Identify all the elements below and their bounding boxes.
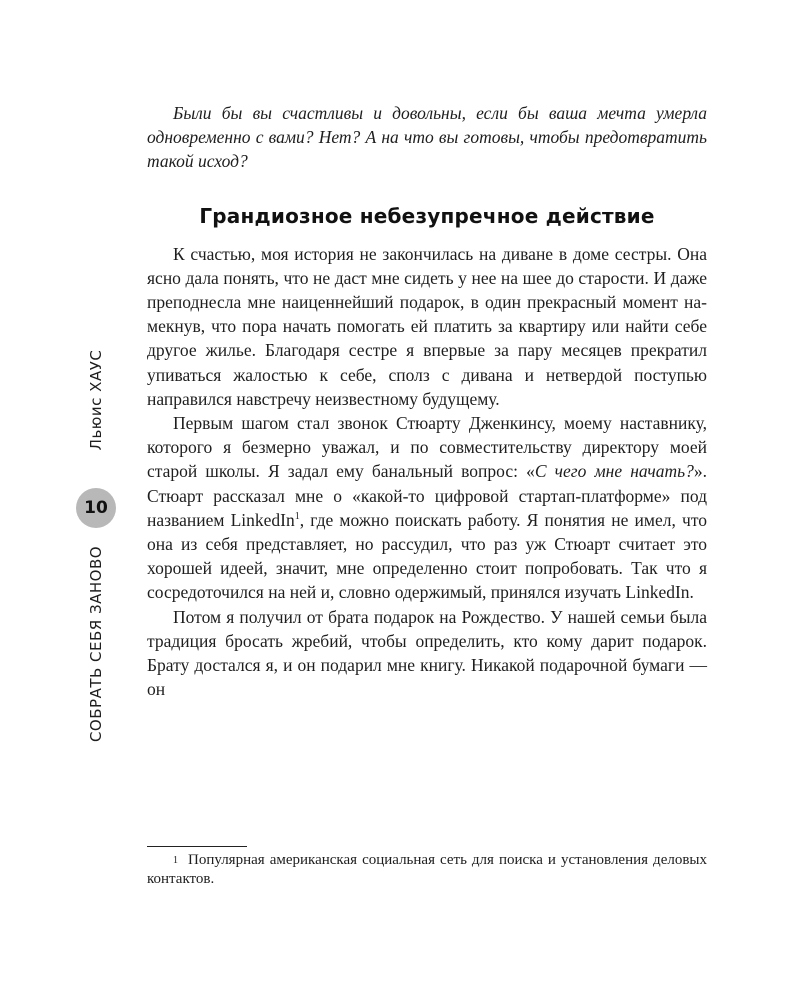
section-heading: Грандиозное небезупречное действие bbox=[199, 203, 655, 228]
footnote-divider bbox=[147, 846, 247, 847]
epigraph: Были бы вы счастливы и довольны, если бы ваша мечта умерла одновременно с вами? Нет? А на что вы готовы, чтобы предотвратить такой исход? bbox=[147, 103, 707, 172]
running-head bbox=[76, 0, 116, 1000]
footnote bbox=[147, 851, 707, 889]
page-number-badge bbox=[76, 488, 116, 528]
paragraph-2 bbox=[147, 411, 707, 605]
paragraph-2-quote: С чего мне начать? bbox=[534, 461, 694, 482]
paragraph-1: К счастью, моя история не закончилась на диване в доме сестры. Она ясно дала понять, что не даст мне сидеть у нее на шее до старости. И даже преподнесла мне наиценнейший подарок, в один прекрасный момент намекнув, что пора начать помогать ей платить за квартиру или найти себе другое жилье. Благодаря сестре я впервые за пару месяцев прекратил упиваться жалостью к себе, сполз с дивана и нетвердой поступью направился навстречу неизвестному будущему. bbox=[147, 243, 707, 409]
page-body bbox=[147, 101, 707, 701]
running-head-author: Льюис ХАУС bbox=[87, 349, 105, 451]
paragraph-2-part-c: , где можно поискать работу. Я понятия не имел, что она из себя представляет, но рассудил, что раз уж Стюарт считает это хорошей идеей, значит, мне определенно стоит попробовать. Так что я сосредоточился на ней и, словно одержимый, принялся изучать LinkedIn. bbox=[147, 509, 707, 603]
footnote-reference: 1 bbox=[294, 511, 300, 523]
footnote-text: Популярная американская социальная сеть для поиска и установления деловых контактов. bbox=[147, 852, 707, 887]
paragraph-3: Потом я получил от брата подарок на Рождество. У нашей семьи была традиция бросать жребий, чтобы определить, кто кому дарит подарок. Брату достался я, и он подарил мне книгу. Никакой подарочной бумаги — он bbox=[147, 606, 707, 700]
running-head-book-title: СОБРАТЬ СЕБЯ ЗАНОВО bbox=[87, 545, 105, 743]
paragraph-2-part-b: ». Стюарт рассказал мне о «какой-то цифровой стартап-платформе» под названием LinkedIn bbox=[147, 461, 707, 530]
paragraph-2-part-a: Первым шагом стал звонок Стюарту Дженкинсу, моему наставнику, которого я безмерно уважал, и по совместительству директору моей старой школы. Я задал ему банальный вопрос: « bbox=[147, 413, 707, 482]
footnote-number: 1 bbox=[173, 855, 178, 866]
page-number: 10 bbox=[84, 498, 108, 518]
